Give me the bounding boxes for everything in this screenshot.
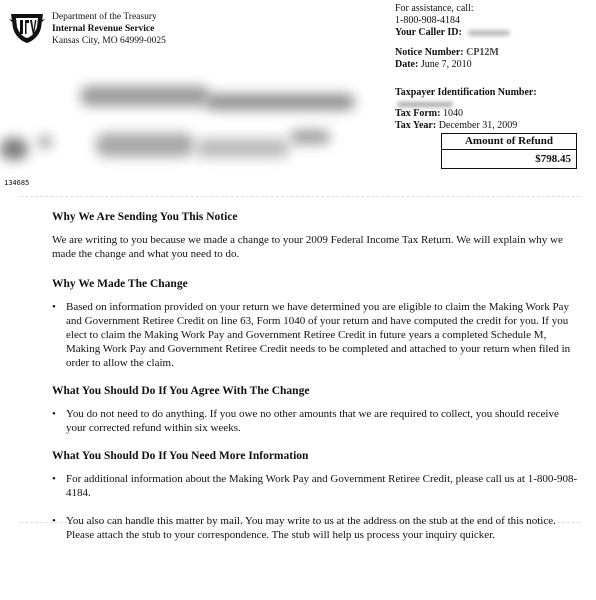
agency-city: Kansas City, MO 64999-0025	[52, 36, 166, 46]
list-item-text: You do not need to do anything. If you owe no other amounts that we are required to collect, you should receive your corrected refund within six weeks.	[66, 408, 559, 434]
date-label: Date:	[395, 59, 419, 70]
notice-number-value: CP12M	[466, 47, 499, 58]
bullet: •	[52, 408, 56, 420]
notice-body	[52, 210, 580, 556]
bullet: •	[52, 515, 56, 527]
list-item	[52, 514, 580, 542]
tax-form-label: Tax Form:	[395, 108, 441, 119]
section-heading: What You Should Do If You Agree With The Change	[52, 385, 310, 397]
document-number: 134685	[4, 179, 30, 187]
notice-number-label: Notice Number:	[395, 47, 464, 58]
date-value: June 7, 2010	[420, 59, 472, 70]
assistance-phone: 1-800-908-4184	[395, 15, 460, 26]
agency-address	[52, 11, 166, 47]
redacted-left-mark-b	[38, 136, 52, 148]
agency-name: Internal Revenue Service	[52, 24, 155, 34]
bullet: •	[52, 301, 56, 313]
contact-info	[395, 3, 590, 132]
redacted-name-line-b	[205, 94, 355, 110]
caller-id-row	[395, 27, 590, 39]
list-item-text: For additional information about the Making Work Pay and Government Retiree Credit, please call us at 1-800-908-4184.	[66, 473, 578, 499]
caller-id-label: Your Caller ID:	[395, 27, 462, 38]
redacted-tin	[397, 102, 453, 107]
redacted-caller-id	[468, 30, 510, 36]
redacted-address-line	[95, 133, 195, 157]
list-item-text: Based on information provided on your return we have determined you are eligible to claim the Making Work Pay and Government Retiree Credit on line 63, Form 1040 of your return and have computed the credit for you. If you elect to claim the Making Work Pay and Government Retiree Credit in future years a completed Schedule M, Making Work Pay and Government Retiree Credit needs to be completed and attached to your return when filed in order to allow the claim.	[66, 301, 571, 369]
tin-label: Taxpayer Identification Number:	[395, 87, 537, 98]
irs-eagle-logo-icon	[9, 10, 45, 44]
tax-form-value: 1040	[442, 108, 463, 119]
section-paragraph: We are writing to you because we made a change to your 2009 Federal Income Tax Return. We will explain why we made the change and what you need to do.	[52, 234, 563, 260]
redacted-name-line	[80, 86, 210, 106]
notice-date-row	[395, 59, 590, 71]
list-item-text: You also can handle this matter by mail. You may write to us at the address on the stub at the end of this notice. Please attach the stub to your correspondence. The stub will help us process your inquiry quicker.	[66, 515, 556, 541]
notice-number-row	[395, 47, 590, 59]
section-heading: Why We Are Sending You This Notice	[52, 211, 238, 223]
tax-year-row	[395, 120, 590, 132]
agency-department: Department of the Treasury	[52, 12, 157, 22]
list-item	[52, 300, 580, 370]
tax-year-label: Tax Year:	[395, 120, 437, 131]
tax-form-row	[395, 108, 590, 120]
list-item	[52, 407, 580, 435]
list-item	[52, 472, 580, 500]
tax-year-value: December 31, 2009	[438, 120, 518, 131]
redacted-address-line-b	[195, 138, 290, 158]
assistance-label: For assistance, call:	[395, 3, 474, 14]
scan-divider	[20, 196, 580, 197]
refund-amount: $798.45	[535, 153, 571, 165]
section-heading: Why We Made The Change	[52, 278, 188, 290]
redacted-left-mark	[0, 138, 28, 160]
bullet: •	[52, 473, 56, 485]
refund-label: Amount of Refund	[442, 134, 576, 150]
refund-amount-box	[441, 133, 577, 169]
redacted-address-line-c	[290, 130, 330, 144]
section-heading: What You Should Do If You Need More Information	[52, 450, 309, 462]
